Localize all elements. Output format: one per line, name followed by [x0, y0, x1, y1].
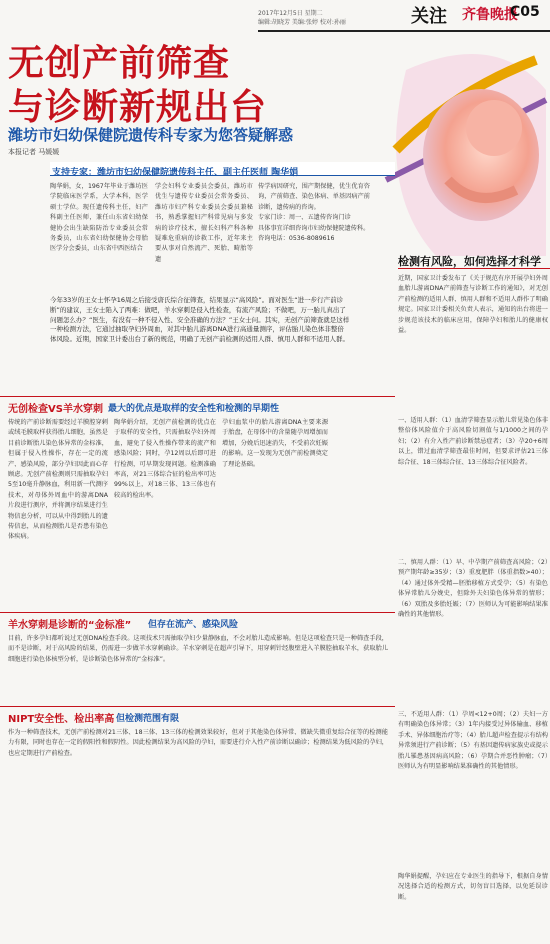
s1-title: 无创检查VS羊水穿刺 [8, 404, 103, 415]
s3-body: 作为一种筛查技术，无创产前检测对21三体、18三体、13三体的检测效果较好，但对于其他染色体异常、微缺失微重复综合征等的检测能力有限，同时也存在一定的假阳性和假阴性。因此检测结果为高风险的孕妇，需要进行介入性产前诊断以确诊；检测结果为低风险的孕妇，也应定期进行产前检查。 [8, 729, 388, 757]
right-rule [398, 268, 550, 269]
header-editors: 编辑:胡晓芳 美编:张婷 校对:孙丽 [258, 19, 346, 26]
s2-body: 目前，许多孕妇都听说过无创DNA检查手段。这项技术只需抽取孕妇少量静脉血，不会对胎儿造成影响。但是这项检查只是一种筛查手段，而不是诊断，对于高风险的结果，仍需进一步做羊水穿刺确诊。羊水穿刺是在超声引导下，用穿刺针经腹壁进入羊膜腔抽取羊水，获取胎儿细胞进行染色体核型分析，是诊断染色体异常的“金标准”。 [8, 635, 388, 663]
headline-line2: 与诊断新规出台 [8, 87, 268, 128]
right-section-title: 检测有风险，如何选择才科学 [398, 255, 541, 268]
right-body-1: 近期，国家卫计委发布了《关于规范有序开展孕妇外周血胎儿游离DNA产前筛查与诊断工作的通知》，对无创产前检测的适用人群、慎用人群和不适用人群作了明确规定。国家卫计委相关负责人表示，通知的出台将进一步规范该技术的临床应用，保障孕妇和胎儿的健康权益。 [398, 275, 548, 335]
support-expert: 支持专家：潍坊市妇幼保健院遗传科主任、副主任医师 陶华娟 [52, 168, 299, 178]
section-name: 关注 [411, 6, 447, 27]
right-body-4: 三、不适用人群：（1）孕周<12+0周；（2）夫妇一方有明确染色体异常；（3）1年内接受过异体输血、移植手术、异体细胞治疗等；（4）胎儿超声检查提示有结构异常须进行产前诊断；（5）有基因遗传病家族史或提示胎儿罹患基因病高风险；（6）孕期合并恶性肿瘤；（7）医师认为有明显影响结果准确性的其他情形。 [398, 711, 548, 771]
s2-title: 羊水穿刺是诊断的“金标准” [8, 620, 132, 631]
s1-col-2: 陶华娟介绍，无创产前检测的优点在于取样的安全性，只需抽取孕妇外周血，避免了侵入性操作带来的流产和感染风险；同时，孕12周以后即可进行检测，可早期发现问题。检测准确率高，对21三体综合征的检出率可达99%以上，对18三体、13三体也有较高的检出率。 [114, 419, 216, 499]
fetus-illustration [376, 30, 550, 256]
intro-paragraph: 今年33岁的王女士怀孕16周之后接受唐氏综合征筛查，结果显示“高风险”。面对医生“进一步行产前诊断”的建议，王女士陷入了两难：做吧，羊水穿刺是侵入性检查，有流产风险；不做吧，万一胎儿真出了问题怎么办？“医生，有没有一种不侵入性、安全准确的方法？”王女士问。其实，无创产前筛查就是这样一种检测方法，它通过抽取孕妇外周血，对其中胎儿游离DNA进行高通量测序，评估胎儿染色体非整倍体风险。近期，国家卫计委出台了新的规范，明确了无创产前检测的适用人群、慎用人群和不适用人群。 [50, 296, 350, 344]
byline: 本报记者 马媛媛 [8, 148, 60, 156]
headline-line1: 无创产前筛查 [8, 43, 231, 84]
paper-logo: 齐鲁晚报 [462, 7, 518, 23]
page-number: C05 [510, 4, 540, 20]
s1-col-3: 孕妇血浆中的胎儿游离DNA主要来源于胎盘，在母体中的含量随孕周增加而增加，分娩后迅速消失，不受前次妊娠的影响。这一发现为无创产前检测奠定了理论基础。 [222, 419, 328, 468]
s3-subtitle: 但检测范围有限 [116, 714, 180, 724]
bio-col-1: 陶华娟，女，1967年毕业于潍坊医学院临床医学系，大学本科，医学硕士学位。现任遗传科主任，妇产科副主任医师，兼任山东省妇幼保健协会出生缺陷防治专业委员会常务委员，山东省妇幼保健协会母胎医学分会委员，山东省中西医结合 [50, 183, 148, 253]
subheadline: 潍坊市妇幼保健院遗传科专家为您答疑解惑 [8, 126, 294, 144]
bio-col-2: 学会妇科专业委员会委员，潍坊市优生与遗传专业委员会常务委员、潍坊市妇产科专业委员会委员兼秘书，熟悉掌握妇产科常见病与多发病的诊疗技术，擅长妇科产科各种疑难危重病的诊救工作，近年来主要从事对自然流产、死胎、畸胎等遗 [155, 183, 253, 263]
s3-title: NIPT安全性、检出率高 [8, 714, 115, 725]
s2-rule [0, 612, 395, 613]
s1-subtitle: 最大的优点是取样的安全性和检测的早期性 [108, 404, 280, 414]
right-body-3: 二、慎用人群：（1）早、中孕期产前筛查高风险；（2）预产期年龄≥35岁；（3）重度肥胖（体重指数>40）；（4）通过体外受精—胚胎移植方式受孕；（5）有染色体异常胎儿分娩史，但除外夫妇染色体异常的情形；（6）双胎及多胎妊娠；（7）医师认为可能影响结果准确性的其他情形。 [398, 559, 548, 619]
right-body-2: 一、适用人群：（1）血清学筛查显示胎儿常见染色体非整倍体风险值介于高风险切割值与1/1000之间的孕妇；（2）有介入性产前诊断禁忌症者；（3）孕20+6周以上，错过血清学筛查最佳时间，但要求评估21三体综合征、18三体综合征、13三体综合征风险者。 [398, 417, 548, 466]
right-body-5: 陶华娟提醒，孕妇应在专业医生的指导下，根据自身情况选择合适的检测方式，切勿盲目选择，以免延误诊断。 [398, 873, 548, 901]
s1-col-1: 传统的产前诊断需要经过羊膜腔穿刺或绒毛膜取样获得胎儿细胞，虽然是目前诊断胎儿染色体异常的金标准，但属于侵入性操作，存在一定的流产、感染风险，部分孕妇因此而心存顾虑。无创产前检测则只需抽取孕妇5至10毫升静脉血，利用新一代测序技术，对母体外周血中的游离DNA片段进行测序，并将测序结果进行生物信息分析，可以从中得到胎儿的遗传信息，从而检测胎儿是否患有染色体疾病。 [8, 419, 108, 541]
s1-rule [0, 396, 395, 397]
bio-col-3: 传学病因研究，围产期保健，优生优育咨询，产前筛查、染色体病、单基因病产前诊断，遗传病的咨询。 专家门诊：周一、五遗传咨询门诊 具体事宜详细咨询市妇幼保健院遗传科。 咨询电话：0536-8089616 [258, 183, 370, 243]
header-date: 2017年12月5日 星期二 [258, 10, 323, 17]
s3-rule [0, 706, 395, 707]
s2-subtitle: 但存在流产、感染风险 [148, 620, 239, 630]
